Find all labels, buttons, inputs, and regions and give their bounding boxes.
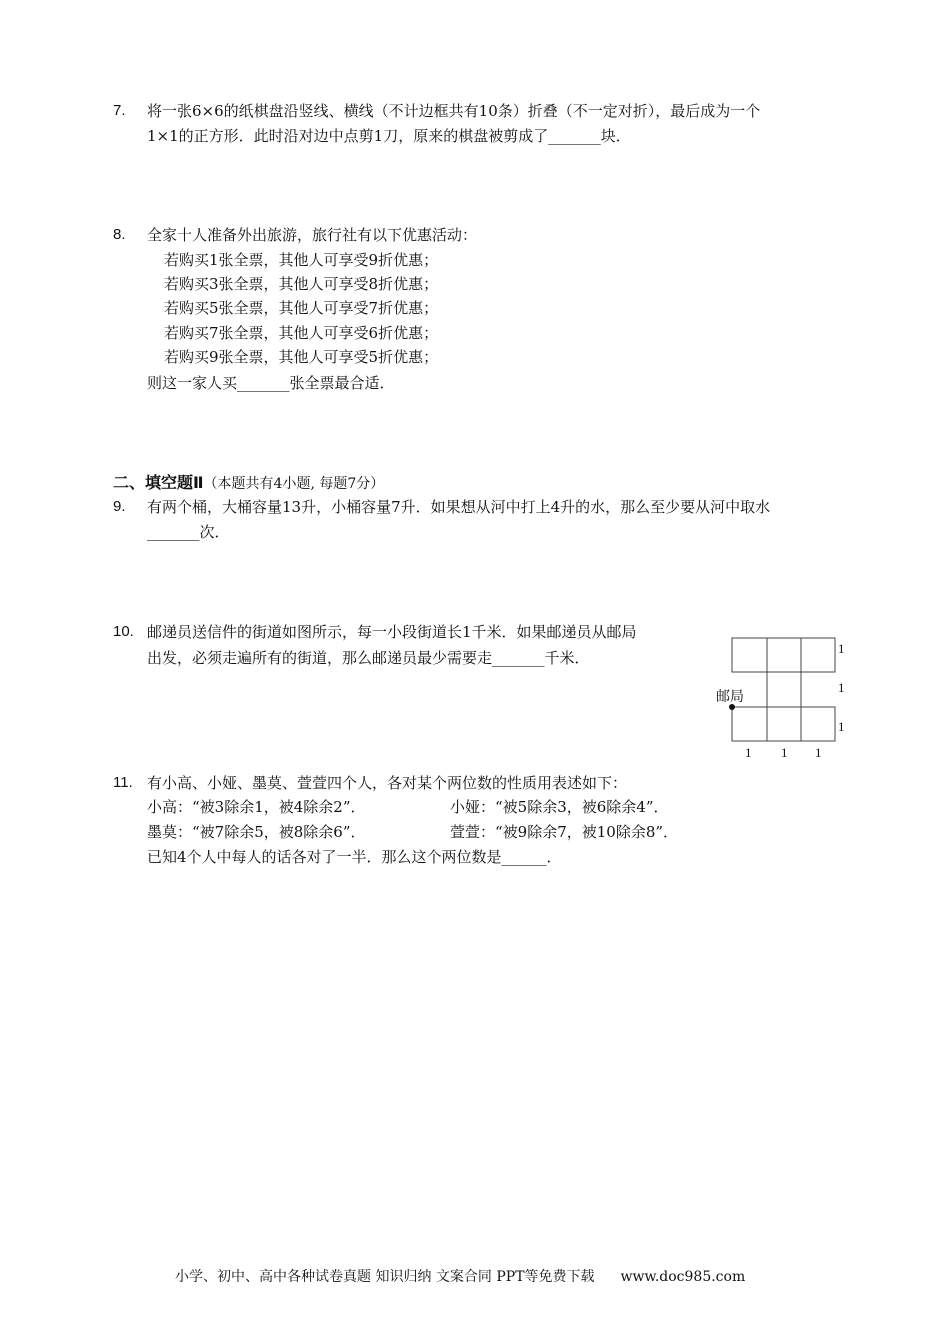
question-text-line: 出发，必须走遍所有的街道，那么邮递员最少需要走_______千米．: [147, 649, 590, 667]
street-block: [767, 707, 801, 741]
footer-url[interactable]: www.doc985.com: [620, 1269, 746, 1285]
question-intro: 全家十人准备外出旅游，旅行社有以下优惠活动：: [147, 226, 478, 244]
right-length-label: 1: [838, 719, 845, 734]
right-length-label: 1: [838, 680, 845, 695]
question-text-line: 1×1的正方形．此时沿对边中点剪1刀，原来的棋盘被剪成了_______块．: [147, 127, 631, 145]
question-number: 7.: [113, 102, 126, 119]
street-block: [801, 707, 835, 741]
bottom-length-label: 1: [781, 745, 788, 760]
post-office-label: 邮局: [716, 689, 744, 705]
street-block: [732, 638, 767, 672]
question-number: 8.: [113, 226, 126, 243]
option-line: 若购买5张全票，其他人可享受7折优惠；: [164, 299, 439, 317]
question-text-line: 有两个桶，大桶容量13升，小桶容量7升．如果想从河中打上4升的水，那么至少要从河中取水: [147, 498, 771, 516]
section-title: 二、填空题Ⅱ: [113, 473, 204, 492]
question-number: 9.: [113, 498, 126, 515]
section-note: （本题共有4小题, 每题7分）: [203, 476, 385, 492]
bottom-length-label: 1: [745, 745, 752, 760]
question-text-line: _______次．: [147, 523, 230, 541]
question-number: 10.: [113, 623, 134, 640]
option-line: 若购买7张全票，其他人可享受6折优惠；: [164, 324, 439, 342]
bottom-length-label: 1: [815, 745, 822, 760]
statement-xiaogao: 小高：“被3除余1，被4除余2”．: [147, 798, 366, 816]
question-blank-line: 已知4个人中每人的话各对了一半．那么这个两位数是______．: [147, 848, 562, 866]
option-line: 若购买9张全票，其他人可享受5折优惠；: [164, 348, 439, 366]
question-number: 11.: [113, 774, 133, 791]
question-intro: 有小高、小娅、墨莫、萱萱四个人，各对某个两位数的性质用表述如下：: [147, 774, 628, 792]
street-map-figure: [710, 630, 860, 765]
statement-momo: 墨莫：“被7除余5，被8除余6”．: [147, 823, 366, 841]
street-block: [767, 638, 801, 672]
statement-xiaoya: 小娅：“被5除余3，被6除余4”．: [450, 798, 669, 816]
statement-xuanxuan: 萱萱：“被9除余7，被10除余8”．: [450, 823, 679, 841]
question-text-line: 将一张6×6的纸棋盘沿竖线、横线（不计边框共有10条）折叠（不一定对折），最后成为一个: [147, 102, 761, 120]
question-text-line: 邮递员送信件的街道如图所示，每一小段街道长1千米．如果邮递员从邮局: [147, 623, 637, 641]
right-length-label: 1: [838, 641, 845, 656]
question-blank-line: 则这一家人买_______张全票最合适．: [147, 374, 395, 392]
section-heading: [113, 473, 384, 494]
option-line: 若购买3张全票，其他人可享受8折优惠；: [164, 275, 439, 293]
footer-text: 小学、初中、高中各种试卷真题 知识归纳 文案合同 PPT等免费下载: [175, 1269, 595, 1285]
street-block: [732, 707, 767, 741]
option-line: 若购买1张全票，其他人可享受9折优惠；: [164, 251, 439, 269]
street-block: [801, 638, 835, 672]
footer: [175, 1267, 745, 1287]
